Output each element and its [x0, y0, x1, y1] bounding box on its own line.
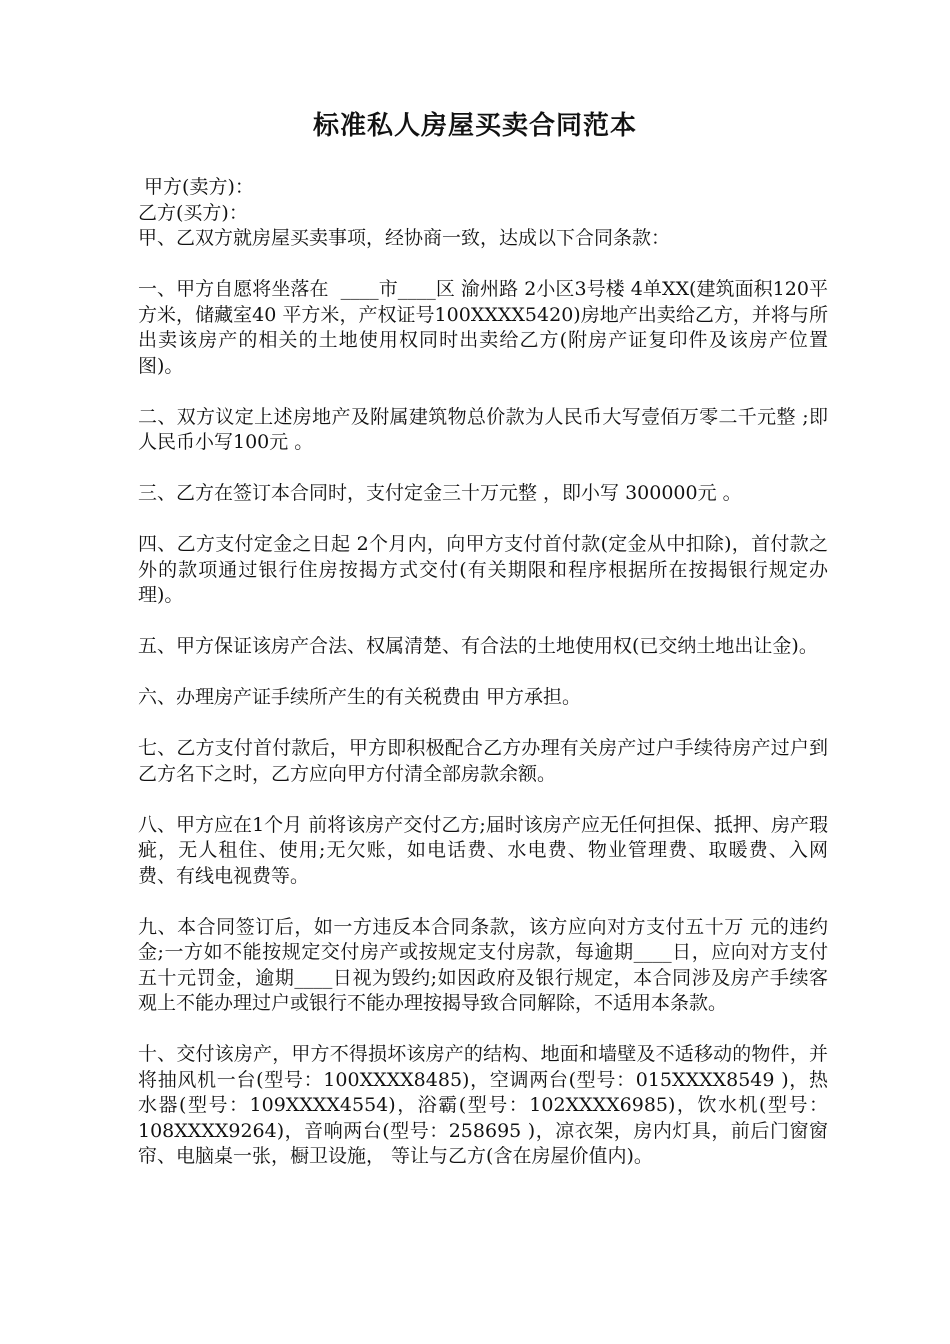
clause-10: 十、交付该房产，甲方不得损坏该房产的结构、地面和墙壁及不适移动的物件，并将抽风机一台(型号：100XXXX8485)，空调两台(型号：015XXXX8549 )，热水器(型号：109XXXX4554)，浴霸(型号：102XXXX6985)，饮水机(型号：108XXXX9264)，音响两台(型号：258695 )，凉衣架，房内灯具，前后门窗窗帘、电脑桌一张，橱卫设施， 等让与乙方(含在房屋价值内)。 — [138, 1043, 828, 1167]
clause-7: 七、乙方支付首付款后，甲方即积极配合乙方办理有关房产过户手续待房产过户到乙方名下之时，乙方应向甲方付清全部房款余额。 — [138, 737, 828, 785]
paragraph-gap — [138, 379, 828, 405]
contract-body — [138, 175, 828, 1170]
clause-1: 一、甲方自愿将坐落在 ____市____区 渝州路 2小区3号楼 4单XX(建筑面积120平方米，储藏室40 平方米，产权证号100XXXX5420)房地产出卖给乙方，并将与所出卖该房产的相关的土地使用权同时出卖给乙方(附房产证复印件及该房产位置图)。 — [138, 278, 828, 377]
clause-9: 九、本合同签订后，如一方违反本合同条款，该方应向对方支付五十万 元的违约金;一方如不能按规定交付房产或按规定支付房款，每逾期____日，应向对方支付五十元罚金，逾期____日视为毁约;如因政府及银行规定，本合同涉及房产手续客观上不能办理过户或银行不能办理按揭导致合同解除，不适用本条款。 — [138, 915, 828, 1014]
clause-4: 四、乙方支付定金之日起 2个月内，向甲方支付首付款(定金从中扣除)，首付款之外的款项通过银行住房按揭方式交付(有关期限和程序根据所在按揭银行规定办理)。 — [138, 533, 828, 606]
clause-8: 八、甲方应在1个月 前将该房产交付乙方;届时该房产应无任何担保、抵押、房产瑕疵，无人租住、使用;无欠账，如电话费、水电费、物业管理费、取暖费、入网费、有线电视费等。 — [138, 813, 828, 887]
clause-6: 六、办理房产证手续所产生的有关税费由 甲方承担。 — [138, 686, 582, 708]
paragraph-gap — [138, 252, 828, 278]
paragraph-gap — [138, 660, 828, 686]
paragraph-gap — [138, 1017, 828, 1043]
clause-2: 二、双方议定上述房地产及附属建筑物总价款为人民币大写壹佰万零二千元整 ;即人民币小写100元 。 — [138, 405, 828, 453]
clause-5: 五、甲方保证该房产合法、权属清楚、有合法的土地使用权(已交纳土地出让金)。 — [138, 635, 818, 657]
paragraph-gap — [138, 507, 828, 533]
paragraph-gap — [138, 787, 828, 813]
party-b-line: 乙方(买方)： — [138, 201, 248, 224]
intro-line: 甲、乙双方就房屋买卖事项，经协商一致，达成以下合同条款： — [138, 227, 671, 249]
party-a-line: 甲方(卖方)： — [138, 176, 254, 198]
paragraph-gap — [138, 456, 828, 482]
paragraph-gap — [138, 609, 828, 635]
paragraph-gap — [138, 711, 828, 737]
document-title: 标准私人房屋买卖合同范本 — [312, 111, 637, 141]
clause-3: 三、乙方在签订本合同时，支付定金三十万元整 ，即小写 300000元 。 — [138, 482, 742, 504]
paragraph-gap — [138, 889, 828, 915]
